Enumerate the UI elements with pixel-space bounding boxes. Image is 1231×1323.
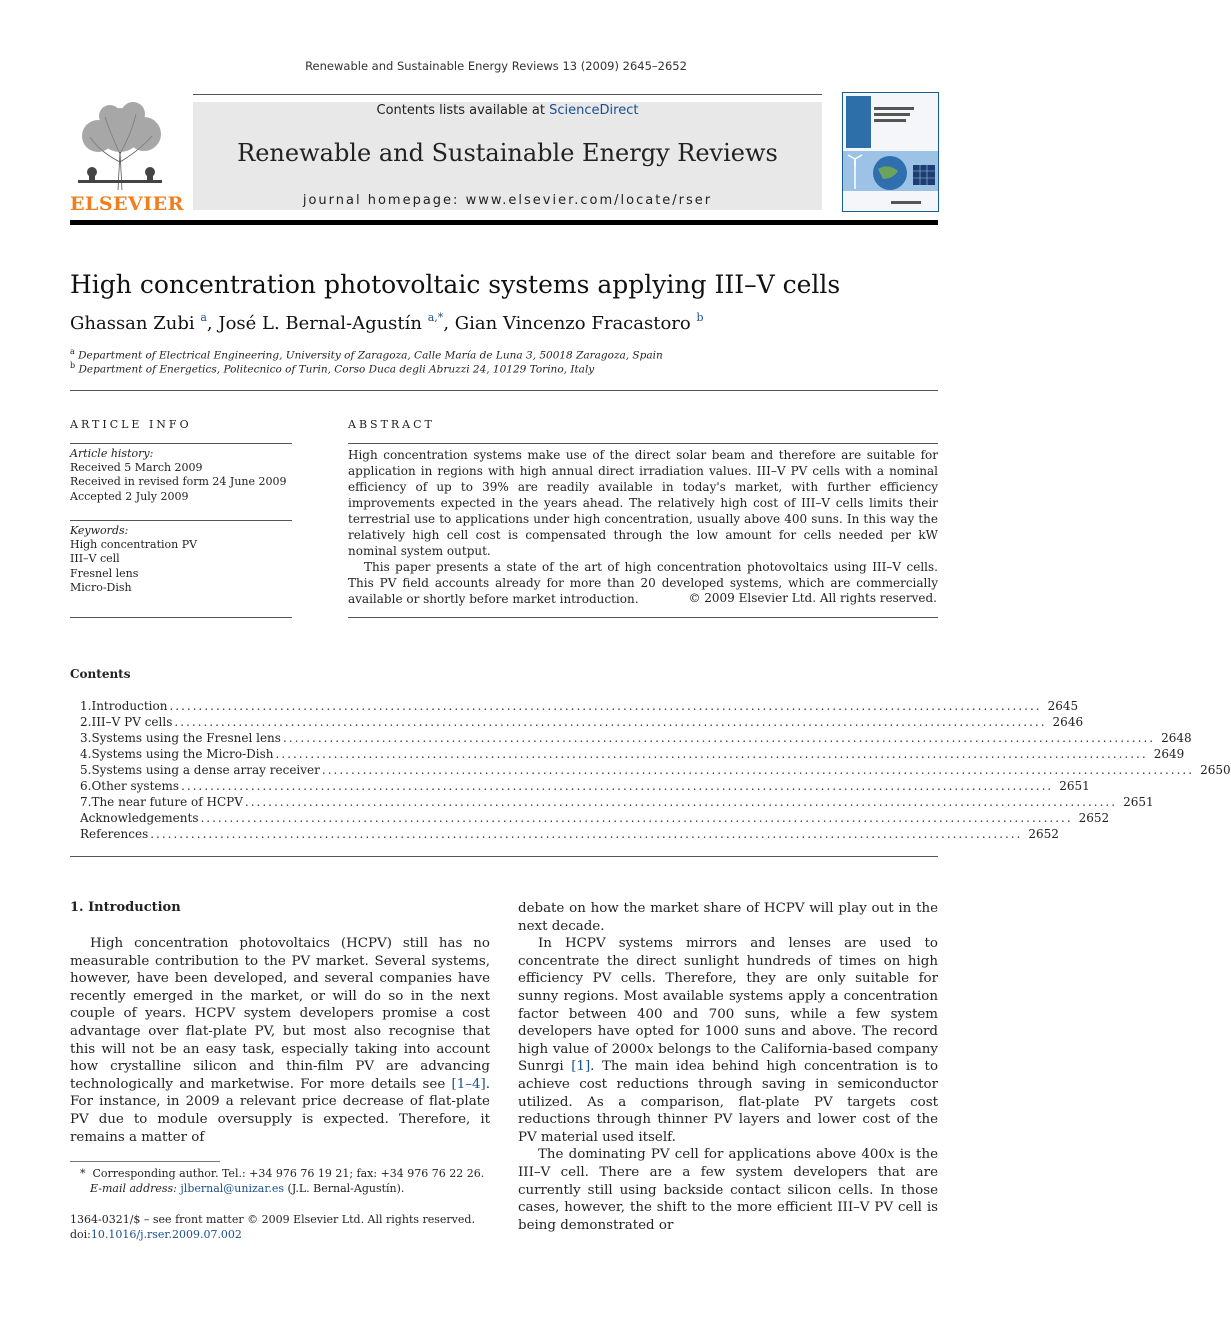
divider xyxy=(348,443,938,444)
author-name[interactable]: Ghassan Zubi xyxy=(70,313,195,334)
affiliation-a: $^a$ Department of Electrical Engineering, University of Zaragoza, Calle María de Luna 3, 50018 Zaragoza, Spain xyxy=(70,347,663,362)
toc-entry[interactable]: 7. The near future of HCPV ...................................................................................................................................................... 2651 xyxy=(80,795,1154,809)
doi-link[interactable]: 10.1016/j.rser.2009.07.002 xyxy=(90,1228,242,1241)
toc-entry[interactable]: 1. Introduction ...................................................................................................................................................... 2645 xyxy=(80,699,1079,713)
divider xyxy=(70,520,292,521)
citation-link[interactable]: [1–4] xyxy=(451,1076,486,1092)
author-name[interactable]: Gian Vincenzo Fracastoro xyxy=(454,313,691,334)
toc-entry[interactable]: 4. Systems using the Micro-Dish ...................................................................................................................................................... 2649 xyxy=(80,747,1185,761)
toc-entry[interactable]: 6. Other systems ...................................................................................................................................................... 2651 xyxy=(80,779,1090,793)
toc-entry[interactable]: Acknowledgements ...................................................................................................................................................... 2652 xyxy=(80,811,1110,825)
author-list: Ghassan Zubi $^a$, José L. Bernal-Agustín $^{a,*}$, Gian Vincenzo Fracastoro $^b$ xyxy=(70,311,704,334)
journal-title: Renewable and Sustainable Energy Reviews xyxy=(237,139,778,167)
article-title: High concentration photovoltaic systems applying III–V cells xyxy=(70,270,841,299)
abstract-heading: ABSTRACT xyxy=(348,418,435,431)
header-thick-rule xyxy=(70,220,938,225)
abstract-paragraph: This paper presents a state of the art of high concentration photovoltaics using III–V cells. This PV field accounts already for more than 20 developed systems, which are commercially available or shortly before market introduction. xyxy=(348,560,938,606)
article-history xyxy=(70,447,292,504)
keyword: III–V cell xyxy=(70,552,120,566)
toc-entry[interactable]: 3. Systems using the Fresnel lens ...................................................................................................................................................... 2648 xyxy=(80,731,1192,745)
abstract-paragraph: High concentration systems make use of the direct solar beam and therefore are suitable for application in regions with high annual direct irradiation values. III–V PV cells with a nominal efficiency of up to 39% are readily available in today's market, with further efficiency improvements expected in the years ahead. The relatively high cost of III–V cells limits their terrestrial use to applications under high concentration, usually above 400 suns. In this way the relatively high cell cost is compensated through the low amount for cells needed per kW nominal system output. xyxy=(348,448,938,558)
author-affiliation-marker: b xyxy=(696,311,704,324)
header-top-rule xyxy=(193,94,822,95)
table-of-contents xyxy=(80,698,1231,842)
affiliation-b: $^b$ Department of Energetics, Politecnico of Turin, Corso Duca degli Abruzzi 24, 10129 Torino, Italy xyxy=(70,361,595,376)
body-paragraph: debate on how the market share of HCPV will play out in the next decade. xyxy=(518,901,938,934)
toc-entry[interactable]: References ...................................................................................................................................................... 2652 xyxy=(80,827,1059,841)
divider xyxy=(70,443,292,444)
journal-cover-thumbnail xyxy=(842,92,939,212)
body-left-column xyxy=(70,935,490,1146)
history-label: Article history: xyxy=(70,447,154,460)
divider xyxy=(348,617,938,618)
body-right-column xyxy=(518,900,938,1234)
issn-line: 1364-0321/$ – see front matter © 2009 Elsevier Ltd. All rights reserved. xyxy=(70,1213,475,1226)
history-accepted: Accepted 2 July 2009 xyxy=(70,489,189,503)
keywords xyxy=(70,524,292,595)
author-affiliation-marker: a,* xyxy=(427,311,444,324)
contents-available-line: Contents lists available at ScienceDirect xyxy=(376,103,639,118)
toc-entry[interactable]: 5. Systems using a dense array receiver ...................................................................................................................................................... 2650 xyxy=(80,763,1231,777)
copyright-notice: © 2009 Elsevier Ltd. All rights reserved. xyxy=(688,591,937,605)
journal-homepage[interactable]: journal homepage: www.elsevier.com/locate/rser xyxy=(302,193,713,208)
body-paragraph: High concentration photovoltaics (HCPV) still has no measurable contribution to the PV market. Several systems, however, have been developed, and several companies have recently emerged in the market, or will do so in the next couple of years. HCPV system developers promise a cost advantage over flat-plate PV, but most also recognise that this will not be an easy task, especially taking into account how crystalline silicon and thin-film PV are advancing technologically and marketwise. For more details see [1–4]. For instance, in 2009 a relevant price decrease of flat-plate PV due to module oversupply is expected. Therefore, it remains a matter of xyxy=(70,936,490,1145)
divider xyxy=(70,390,938,391)
keyword: High concentration PV xyxy=(70,538,198,552)
issn-doi: 1364-0321/$ – see front matter © 2009 Elsevier Ltd. All rights reserved. doi:10.1016/j.rser.2009.07.002 xyxy=(70,1213,475,1241)
elsevier-wordmark: ELSEVIER xyxy=(70,193,184,215)
sciencedirect-link[interactable]: ScienceDirect xyxy=(549,103,639,118)
divider xyxy=(70,856,938,857)
toc-entry[interactable]: 2. III–V PV cells ...................................................................................................................................................... 2646 xyxy=(80,715,1084,729)
footnote-rule xyxy=(70,1161,220,1162)
corresponding-author-footnote: * Corresponding author. Tel.: +34 976 76 19 21; fax: +34 976 76 22 26. E-mail address: jlbernal@unizar.es (J.L. Bernal-Agustín). xyxy=(80,1167,485,1195)
keywords-label: Keywords: xyxy=(70,524,129,537)
author-name[interactable]: José L. Bernal-Agustín xyxy=(218,313,423,334)
abstract-body xyxy=(348,447,938,607)
body-paragraph: In HCPV systems mirrors and lenses are used to concentrate the direct sunlight hundreds of times on high efficiency PV cells. Therefore, they are only suitable for sunny regions. Most available systems apply a concentration factor between 400 and 700 suns, while a few system developers have opted for 1000 suns and above. The record high value of 2000x belongs to the California-based company Sunrgi [1]. The main idea behind high concentration is to achieve cost reductions through saving in semiconductor utilized. As a comparison, flat-plate PV targets cost reductions through thinner PV layers and lower cost of the PV material used itself. xyxy=(518,936,939,1145)
keyword: Fresnel lens xyxy=(70,566,139,580)
author-affiliation-marker: a xyxy=(200,311,207,324)
journal-citation: Renewable and Sustainable Energy Reviews 13 (2009) 2645–2652 xyxy=(305,59,687,73)
article-info-heading: ARTICLE INFO xyxy=(70,418,192,431)
keyword: Micro-Dish xyxy=(70,580,132,594)
history-revised: Received in revised form 24 June 2009 xyxy=(70,475,287,489)
journal-masthead xyxy=(193,102,822,210)
divider xyxy=(70,617,292,618)
body-paragraph: The dominating PV cell for applications above 400x is the III–V cell. There are a few system developers that are currently still using backside contact silicon cells. In those cases, however, the shift to the more efficient III–V PV cell is being demonstrated or xyxy=(518,1147,938,1233)
email-link[interactable]: jlbernal@unizar.es xyxy=(180,1181,285,1195)
citation-link[interactable]: [1] xyxy=(571,1059,591,1075)
section-heading-introduction: 1. Introduction xyxy=(70,900,181,915)
contents-heading: Contents xyxy=(70,667,131,681)
history-received: Received 5 March 2009 xyxy=(70,461,203,475)
